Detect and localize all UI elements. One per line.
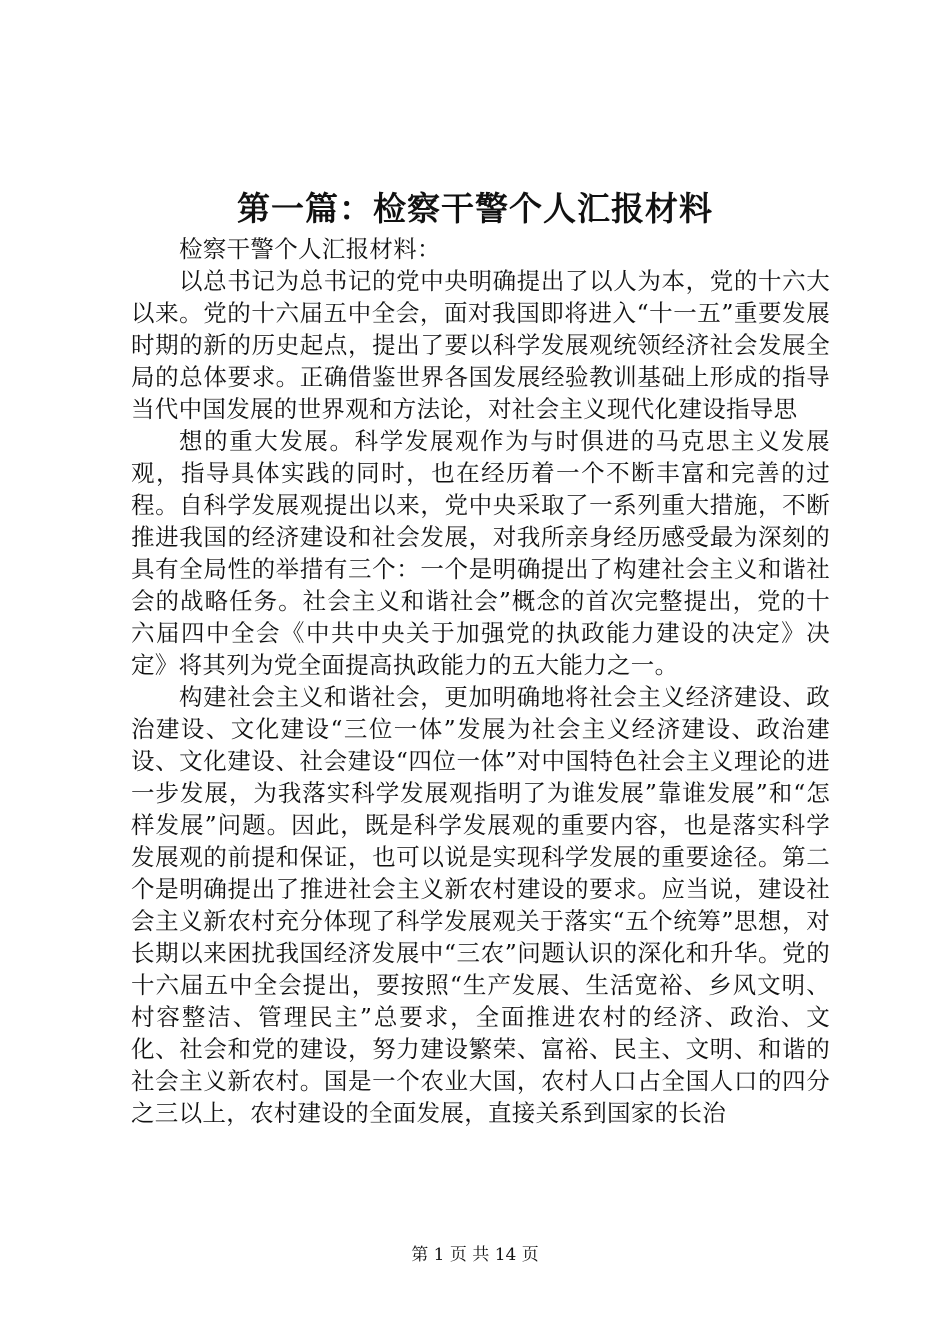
paragraph: 想的重大发展。科学发展观作为与时俱进的马克思主义发展观，指导具体实践的同时，也在经历着一个不断丰富和完善的过程。自科学发展观提出以来，党中央采取了一系列重大措施，不断推进我国的经济建设和社会发展，对我所亲身经历感受最为深刻的具有全局性的举措有三个：一个是明确提出了构建社会主义和谐社会的战略任务。社会主义和谐社会”概念的首次完整提出，党的十六届四中全会《中共中央关于加强党的执政能力建设的决定》决定》将其列为党全面提高执政能力的五大能力之一。 [131,427,830,679]
paragraph: 构建社会主义和谐社会，更加明确地将社会主义经济建设、政治建设、文化建设“三位一体”发展为社会主义经济建设、政治建设、文化建设、社会建设“四位一体”对中国特色社会主义理论的进一步发展，为我落实科学发展观指明了为谁发展”靠谁发展”和“怎样发展”问题。因此，既是科学发展观的重要内容，也是落实科学发展观的前提和保证，也可以说是实现科学发展的重要途径。第二个是明确提出了推进社会主义新农村建设的要求。应当说，建设社会主义新农村充分体现了科学发展观关于落实“五个统筹”思想，对长期以来困扰我国经济发展中“三农”问题认识的深化和升华。党的十六届五中全会提出，要按照“生产发展、生活宽裕、乡风文明、村容整洁、管理民主”总要求，全面推进农村的经济、政治、文化、社会和党的建设，努力建设繁荣、富裕、民主、文明、和谐的社会主义新农村。国是一个农业大国，农村人口占全国人口的四分之三以上，农村建设的全面发展，直接关系到国家的长治 [131,683,830,1127]
document-body [131,233,830,1129]
page-number-footer: 第 1 页 共 14 页 [411,1245,539,1265]
paragraph-heading: 检察干警个人汇报材料： [179,235,441,263]
document-title: 第一篇：检察干警个人汇报材料 [237,189,713,228]
paragraph: 以总书记为总书记的党中央明确提出了以人为本，党的十六大以来。党的十六届五中全会，面对我国即将进入“十一五”重要发展时期的新的历史起点，提出了要以科学发展观统领经济社会发展全局的总体要求。正确借鉴世界各国发展经验教训基础上形成的指导当代中国发展的世界观和方法论，对社会主义现代化建设指导思 [131,267,830,423]
